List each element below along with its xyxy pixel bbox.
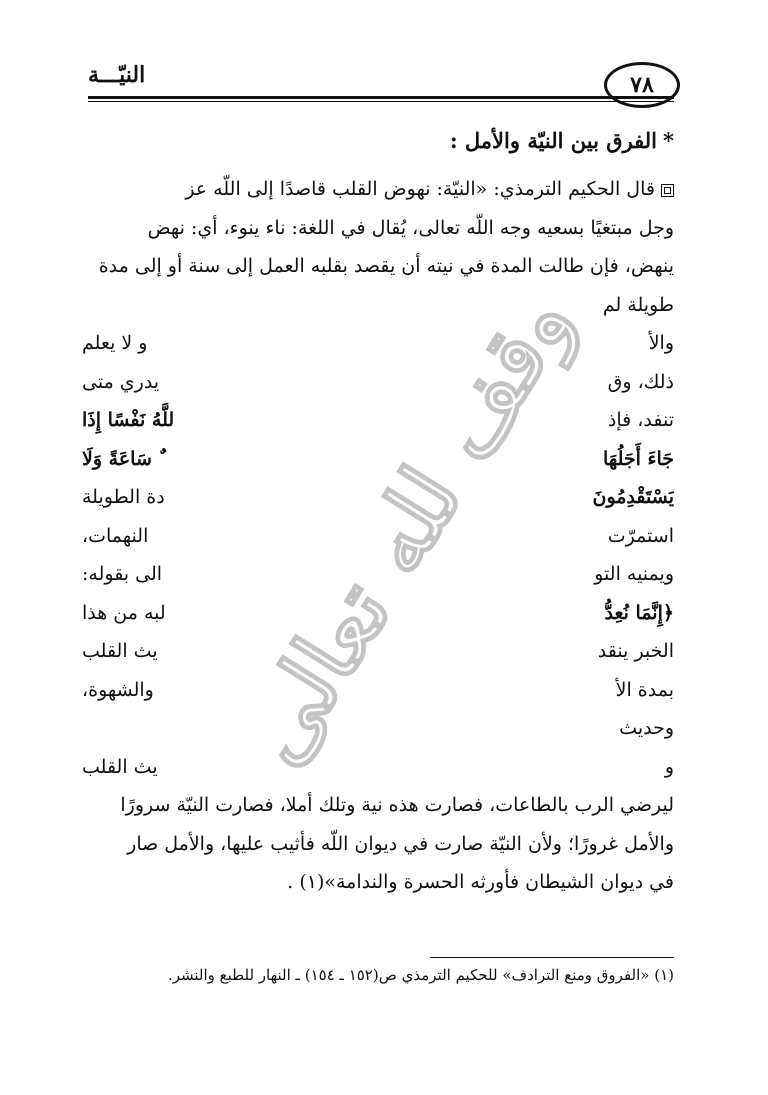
text-line	[82, 594, 674, 633]
quran-fragment: جَاءَ أَجَلُهَا	[603, 447, 674, 470]
quran-fragment: يَسْتَقْدِمُونَ	[592, 486, 674, 508]
star-bullet: *	[663, 128, 674, 153]
text-line	[82, 324, 674, 363]
text-line: ليرضي الرب بالطاعات، فصارت هذه نية وتلك أملا، فصارت النيّة سرورًا	[120, 794, 674, 816]
body-text	[82, 170, 674, 902]
text-fragment-left: يث القلب	[82, 755, 158, 778]
quran-fragment: ٌ سَاعَةً وَلَا	[82, 447, 159, 470]
text-fragment-left: الى بقوله:	[82, 563, 163, 585]
page-number: ٧٨	[604, 62, 680, 108]
section-heading-text: الفرق بين النيّة والأمل :	[449, 128, 658, 153]
text-line: طويلة لم	[602, 293, 674, 316]
text-fragment-left: النهمات،	[82, 524, 149, 547]
text-line	[82, 440, 674, 479]
text-fragment-left: لبه من هذا	[82, 601, 166, 624]
text-line: ينهض، فإن طالت المدة في نيته أن يقصد بقلبه العمل إلى سنة أو إلى مدة	[98, 255, 674, 277]
text-fragment-right: وحديث	[619, 717, 674, 739]
text-line	[82, 363, 674, 402]
footnote-rule	[430, 957, 674, 958]
text-line	[82, 478, 674, 517]
text-line	[82, 748, 674, 787]
text-fragment-right: والأ	[648, 332, 674, 354]
text-line	[82, 517, 674, 556]
text-fragment-right: ويمنيه التو	[594, 563, 674, 585]
text-fragment-right: استمرّت	[607, 524, 674, 547]
text-line	[82, 709, 674, 748]
text-line: قال الحكيم الترمذي: «النيّة: نهوض القلب قاصدًا إلى اللّه عز	[82, 170, 674, 209]
text-line	[82, 671, 674, 710]
text-line	[82, 555, 674, 594]
text-line	[82, 632, 674, 671]
text-fragment-right: بمدة الأ	[615, 678, 674, 701]
footnote: (١) «الفروق ومنع الترادف» للحكيم الترمذي ص(١٥٢ ـ ١٥٤) ـ النهار للطبع والنشر.	[167, 966, 674, 984]
text-fragment-left: يث القلب	[82, 640, 158, 662]
text-fragment-right: ذلك، وق	[607, 370, 674, 393]
text-line: في ديوان الشيطان فأورثه الحسرة والندامة»(١) .	[287, 871, 674, 893]
text-line: وجل مبتغيًا بسعيه وجه اللّه تعالى، يُقال في اللغة: ناء ينوء، أي: نهض	[147, 216, 674, 239]
text-fragment-left: والشهوة،	[82, 678, 154, 701]
section-heading	[114, 128, 674, 153]
text-fragment-left: و لا يعلم	[82, 332, 148, 354]
text-fragment-right: الخبر ينقد	[597, 640, 674, 662]
text-line: والأمل غرورًا؛ ولأن النيّة صارت في ديوان اللّه فأثيب عليها، والأمل صار	[127, 832, 674, 855]
text-fragment-left: يدري متى	[82, 370, 160, 393]
quran-fragment: للَّهُ نَفْسًا إِذَا	[82, 409, 175, 431]
text-fragment-right: تنفد، فإذ	[607, 409, 674, 431]
header-rule-thin	[88, 101, 674, 102]
square-bullet-icon	[661, 184, 674, 197]
header-rule	[88, 96, 674, 99]
text-line	[82, 401, 674, 440]
text-fragment-left: دة الطويلة	[82, 486, 165, 508]
text-fragment-right: و	[664, 755, 674, 778]
running-title: النيّـــة	[88, 62, 146, 88]
quran-fragment: ﴿إِنَّمَا نُعِدُّ	[604, 601, 674, 624]
watermark: وقف لله تعالى	[220, 273, 592, 782]
